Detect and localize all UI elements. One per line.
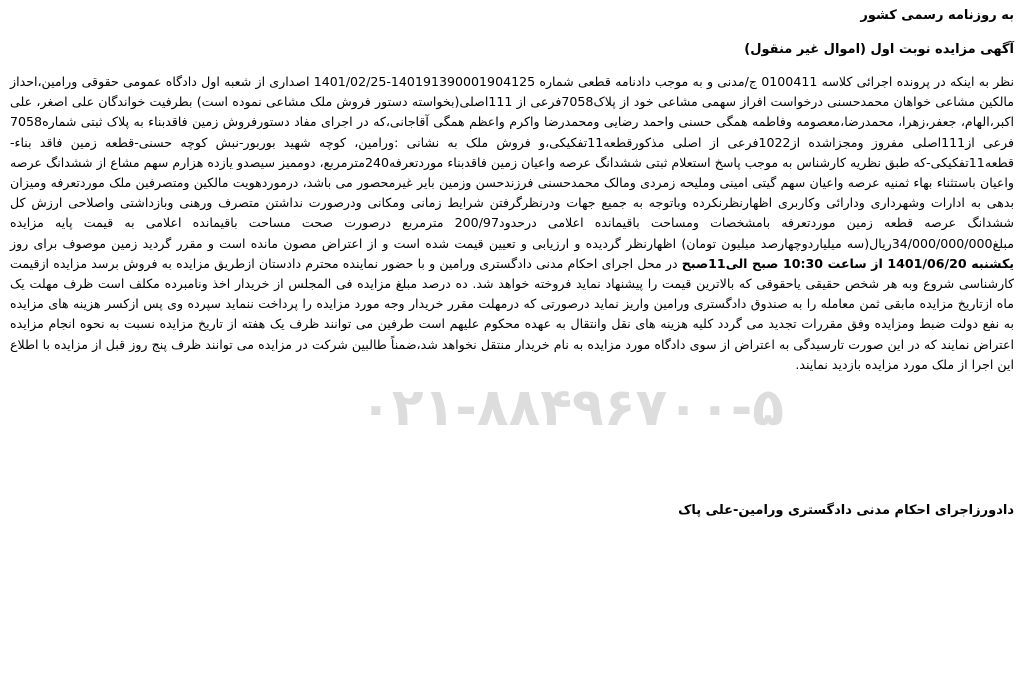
notice-body (10, 72, 1014, 375)
watermark-phone: ۰۲۱-۸۸۴۹۶۷۰۰-۵ (360, 378, 785, 438)
signature-line: دادورزاجرای احکام مدنی دادگستری ورامین-علی پاک (678, 503, 1014, 518)
newspaper-heading: به روزنامه رسمی کشور (860, 8, 1014, 23)
auction-date-time: یکشنبه 1401/06/20 از ساعت 10:30 صبح الی11صبح (681, 255, 1014, 271)
notice-title: آگهی مزایده نوبت اول (اموال غیر منقول) (744, 42, 1014, 57)
notice-body-part2: در محل اجرای احکام مدنی دادگستری ورامین و با حضور نماینده محترم دادستان ازطریق مزایده به فروش برسد مزایده ازقیمت کارشناسی شروع وبه هر شخص حقیقی یاحقوقی که بالاترین قیمت را پیشنهاد نماید فروخته خواهد شد. ده درصد مبلغ مزایده فی المجلس از خریدار اخذ ونامبرده مکلف است ظرف مهلت یک ماه ازتاریخ مزایده مابقی ثمن معامله را به صندوق دادگستری ورامین واریز نماید درصورتی که درمهلت مقرر خریدار وجه مورد مزایده را پرداخت ننماید سپرده وی پس ازکسر هزینه های مزایده به نفع دولت ضبط ومزایده وفق مقررات تجدید می گردد کلیه هزینه های نقل وانتقال به عهده محکوم علیهم است طرفین می توانند ظرف یک هفته از تاریخ مزایده نسبت به نحوه انجام مزایده اعتراض نمایند که در این صورت تارسیدگی به اعتراض از سوی دادگاه مورد مزایده به نام خریدار منتقل نخواهد شد،ضمناً طالبین شرکت در مزایده می توانند ظرف پنج روز قبل از مزایده با اطلاع این اجرا از ملک مورد مزایده بازدید نمایند. (10, 255, 1014, 372)
notice-body-part1: نظر به اینکه در پرونده اجرائی کلاسه 0100411 ج/مدنی و به موجب دادنامه قطعی شماره 140191390001904125-1401/02/25 اصداری از شعبه اول دادگاه عمومی حقوقی ورامین،احداز مالکین مشاعی خواهان محمدحسنی درخواست افراز سهمی مشاعی خود از پلاک7058فرعی از 111اصلی(بخواسته دستور فروش ملک مشاعی نموده است) بطرفیت خواندگان علی اصغر، علی اکبر،الهام، جعفر،زهرا، محمدرضا،معصومه وفاطمه همگی حسنی واحمد رضایی ومحمدرضا واکرم واعظم همگی آقاجانی،که در اجرای مفاد دستورفروش زمین فاقدبناء به پلاک ثبتی شماره7058 فرعی از111اصلی مفروز ومجزاشده از1022فرعی از اصلی مذکورقطعه11تفکیکی،و فروش ملک به نشانی :ورامین، کوچه شهید بوربور-نبش کوچه حسنی-قطعه زمین فاقد بناء-قطعه11تفکیکی-که طبق نظریه کارشناس به موجب پاسخ استعلام ثبتی ششدانگ عرصه واعیان زمین فاقدبناء موردتعرفه240مترمربع، دوممیز سیصدو یازده هزارم سهم مشاع از ششدانگ عرصه واعیان باستثناء بهاء ثمنیه عرصه واعیان سهم گیتی امینی وملیحه زمردی ومالک محمدحسنی فرزندحسن وزمین بایر غیرمحصور می باشد، درموردهویت مالکین ومتصرفین ملک موردتعرفه ومیزان بدهی به ادارات وشهرداری ودارائی وکاربری اظهارنظرنکرده وباتوجه به جمیع جهات ودرنظرگرفتن شرایط زمانی ومکانی ودرصورت نداشتن متصرف ورهنی وبازداشتی واصلاحی ارزش کل ششدانگ عرصه قطعه زمین موردتعرفه بامشخصات ومساحت باقیمانده اعلامی درحدود200/97 مترمربع درصورت صحت مساحت باقیمانده اعلامی به قیمت پایه مزایده مبلغ34/000/000/000ریال(سه میلیاردوچهارصد میلیون تومان) اظهارنظر گردیده و ارزیابی و تعیین قیمت شده است و از اعتراض مصون مانده است و مقرر گردید زمین موصوف برای روز (10, 74, 1015, 251)
